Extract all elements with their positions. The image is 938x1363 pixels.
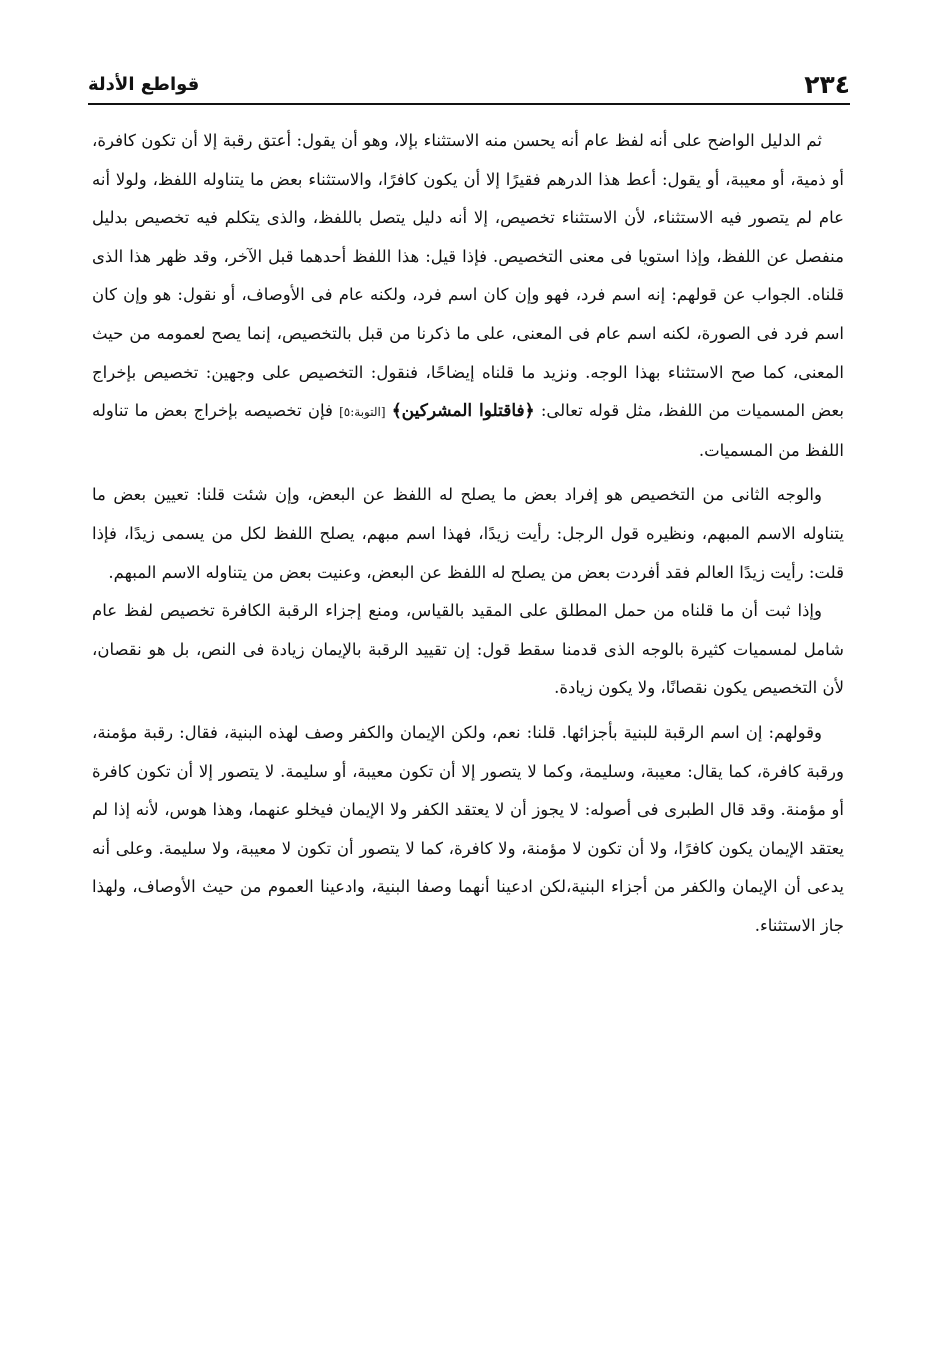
paragraph-4: وقولهم: إن اسم الرقبة للبنية بأجزائها. قلنا: نعم، ولكن الإيمان والكفر وصف لهذه البنية، فقال: رقبة مؤمنة، ورقبة كافرة، كما يقال: معيبة، وسليمة، وكما لا يتصور إلا أن تكون معيبة، أو سليمة. لا يتصور إلا أن تكون كافرة أو مؤمنة. وقد قال الطبرى فى أصوله: لا يجوز أن لا يعتقد الكفر ولا الإيمان فيخلو عنهما، وهذا هوس، لأنه إذا لم يعتقد الإيمان يكون كافرًا، ولا أن تكون لا مؤمنة، ولا كافرة، كما لا يتصور أن تكون لا معيبة، ولا سليمة. وعلى أنه يدعى أن الإيمان والكفر من أجزاء البنية،لكن ادعينا أنهما وصفا البنية، وادعينا العموم من حيث الأوصاف، ولهذا جاز الاستثناء. xyxy=(92,722,844,935)
header-divider xyxy=(88,103,850,105)
paragraph-2: والوجه الثانى من التخصيص هو إفراد بعض ما يصلح له اللفظ عن البعض، وإن شئت قلنا: تعيين بعض ما يتناوله الاسم المبهم، ونظيره قول الرجل: رأيت زيدًا، فهذا اسم مبهم، يصلح اللفظ لكل من يسمى زيدًا، فإذا قلت: رأيت زيدًا العالم فقد أفردت بعض من يصلح له اللفظ عن البعض، وعنيت بعض من يتناوله الاسم المبهم. xyxy=(92,485,844,582)
page-header xyxy=(88,62,850,106)
quran-verse: ﴿فاقتلوا المشركين﴾ xyxy=(391,401,535,422)
running-title: قواطع الأدلة xyxy=(88,74,200,95)
paragraph-1-text: ثم الدليل الواضح على أنه لفظ عام أنه يحسن منه الاستثناء بإلا، وهو أن يقول: أعتق رقبة إلا أن تكون كافرة، أو ذمية، أو معيبة، أو يقول: أعط هذا الدرهم فقيرًا إلا أن يكون كافرًا، والاستثناء بعض ما يتناوله اللفظ، ولولا أنه عام لم يتصور فيه الاستثناء، لأن الاستثناء تخصيص، إلا أنه دليل يتصل باللفظ، والذى يتكلم فيه تخصيص بدليل منفصل عن اللفظ، وإذا استويا فى معنى التخصيص. فإذا قيل: هذا اللفظ أحدهما قبل الآخر، وقد ظهر هذا الذى قلناه. الجواب عن قولهم: إنه اسم فرد، فهو وإن كان اسم فرد، ولكنه عام فى الأوصاف، أو نقول: هو وإن كان اسم فرد فى الصورة، لكنه اسم عام فى المعنى، على ما ذكرنا من قبل بالتخصيص، إنما يصح لعمومه من حيث المعنى، كما صح الاستثناء بهذا الوجه. ونزيد ما قلناه إيضاحًا، فنقول: التخصيص على وجهين: تخصيص بإخراج بعض المسميات من اللفظ، مثل قوله تعالى: xyxy=(92,131,844,421)
paragraph-3: وإذا ثبت أن ما قلناه من حمل المطلق على المقيد بالقياس، ومنع إجزاء الرقبة الكافرة تخصيص لفظ عام شامل لمسميات كثيرة بالوجه الذى قدمنا سقط قول: إن تقييد الرقبة بالإيمان زيادة فى النص، بل هو نقصان، لأن التخصيص يكون نقصانًا، ولا يكون زيادة. xyxy=(92,601,844,698)
page-number: ٢٣٤ xyxy=(804,70,850,99)
paragraph-1-text-end: فإن تخصيصه بإخراج بعض ما تناوله اللفظ من المسميات. xyxy=(92,401,844,460)
paragraph-1 xyxy=(92,122,844,470)
main-text xyxy=(92,122,844,945)
verse-reference: [التوبة:٥] xyxy=(339,405,386,420)
